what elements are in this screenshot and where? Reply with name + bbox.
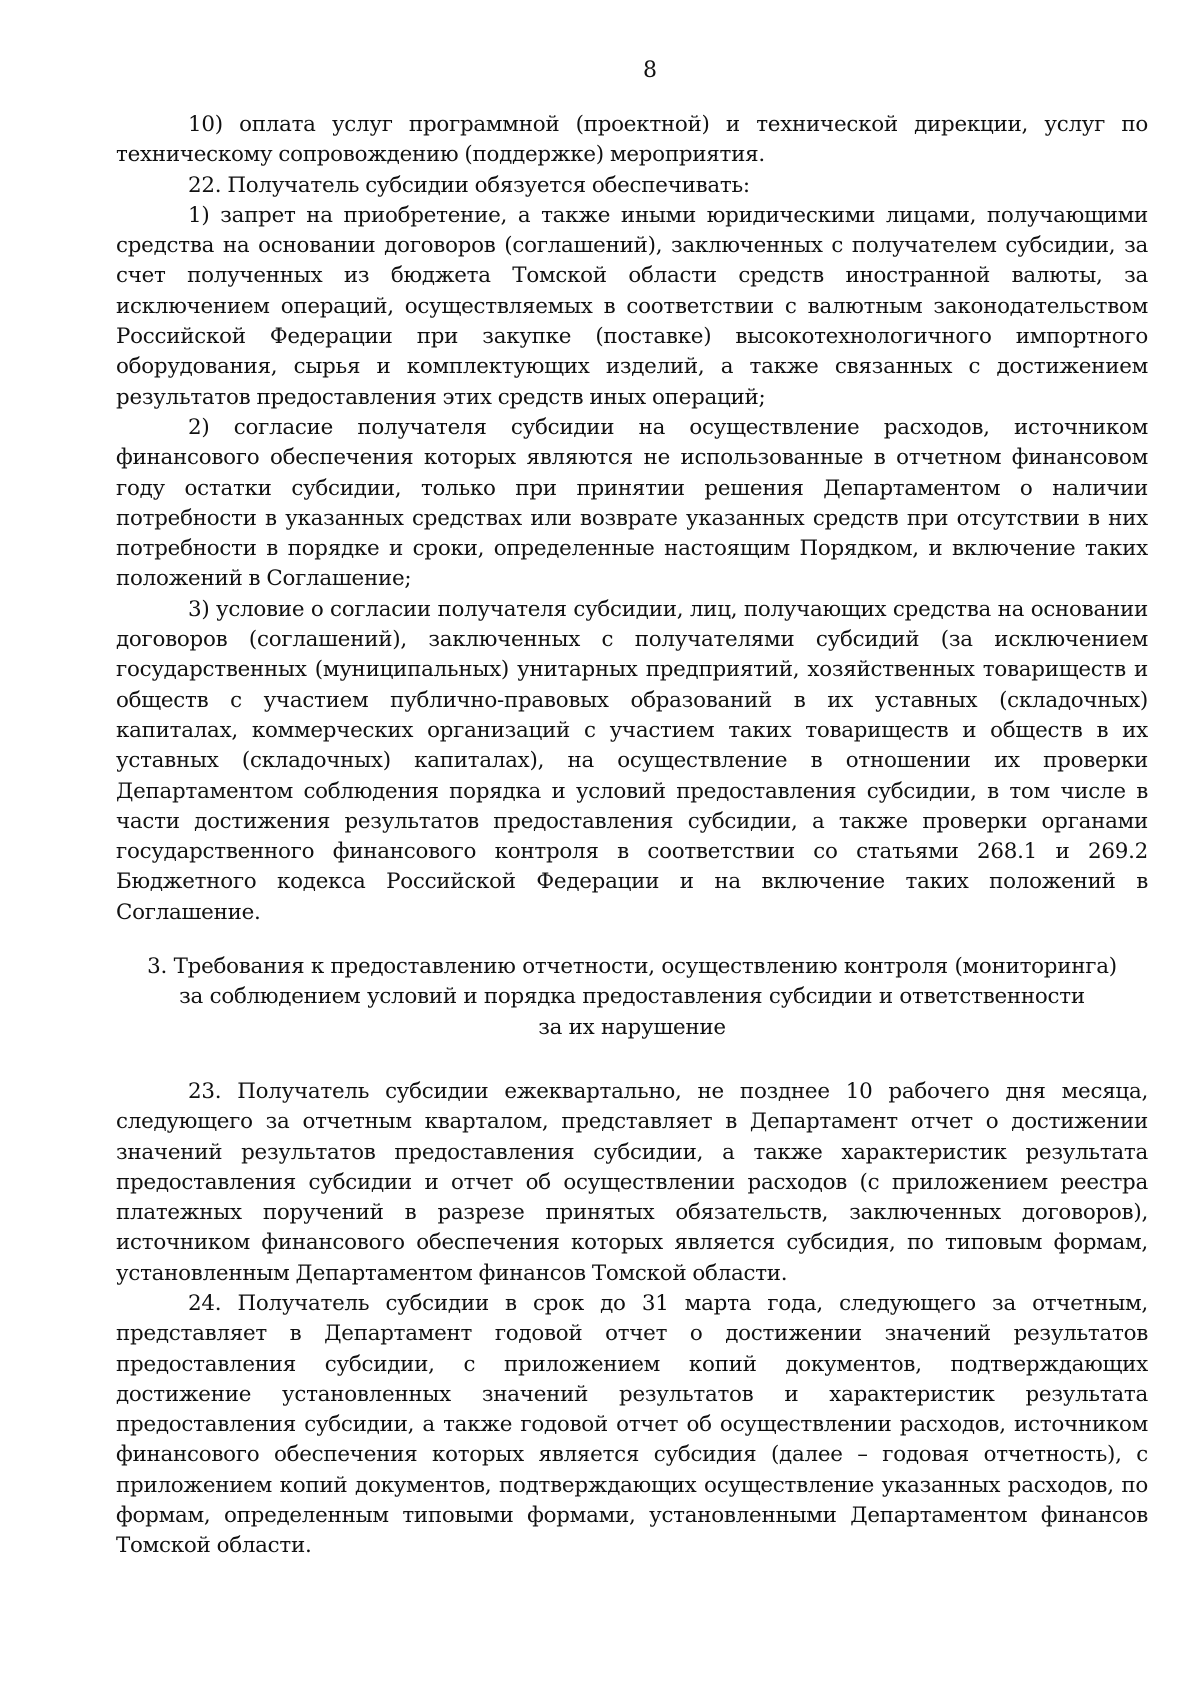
paragraph-clause-23: 23. Получатель субсидии ежеквартально, не позднее 10 рабочего дня месяца, следующего за отчетным кварталом, представляет в Департамент отчет о достижении значений результатов предоставления субсидии, а также характеристик результата предоставления субсидии и отчет об осуществлении расходов (с приложением реестра платежных поручений в разрезе принятых обязательств, заключенных договоров), источником финансового обеспечения которых является субсидия, по типовым формам, установленным Департаментом финансов Томской области.	[116, 1078, 1148, 1286]
document-page	[116, 56, 1148, 1562]
section-heading-line-3: за их нарушение	[538, 1014, 726, 1040]
paragraph-clause-22-item-2: 2) согласие получателя субсидии на осуществление расходов, источником финансового обеспечения которых являются не использованные в отчетном финансовом году остатки субсидии, только при принятии решения Департаментом о наличии потребности в указанных средствах или возврате указанных средств при отсутствии в них потребности в порядке и сроки, определенные настоящим Порядком, и включение таких положений в Соглашение;	[116, 414, 1148, 592]
section-heading-line-2: за соблюдением условий и порядка предоставления субсидии и ответственности	[179, 984, 1085, 1010]
paragraph-clause-22: 22. Получатель субсидии обязуется обеспечивать:	[188, 172, 750, 198]
section-heading-line-1: 3. Требования к предоставлению отчетности, осуществлению контроля (мониторинга)	[147, 954, 1117, 980]
paragraph-clause-24: 24. Получатель субсидии в срок до 31 марта года, следующего за отчетным, представляет в Департамент годовой отчет о достижении значений результатов предоставления субсидии, с приложением копий документов, подтверждающих достижение установленных значений результатов и характеристик результата предоставления субсидии, а также годовой отчет об осуществлении расходов, источником финансового обеспечения которых является субсидия (далее – годовая отчетность), с приложением копий документов, подтверждающих осуществление указанных расходов, по формам, определенным типовыми формами, установленными Департаментом финансов Томской области.	[116, 1290, 1148, 1559]
paragraph-item-10: 10) оплата услуг программной (проектной) и технической дирекции, услуг по техническому сопровождению (поддержке) мероприятия.	[116, 112, 1148, 168]
paragraph-clause-22-item-3: 3) условие о согласии получателя субсидии, лиц, получающих средства на основании договоров (соглашений), заключенных с получателями субсидий (за исключением государственных (муниципальных) унитарных предприятий, хозяйственных товариществ и обществ с участием публично-правовых образований в их уставных (складочных) капиталах, коммерческих организаций с участием таких товариществ и обществ в их уставных (складочных) капиталах), на осуществление в отношении их проверки Департаментом соблюдения порядка и условий предоставления субсидии, в том числе в части достижения результатов предоставления субсидии, а также проверки органами государственного финансового контроля в соответствии со статьями 268.1 и 269.2 Бюджетного кодекса Российской Федерации и на включение таких положений в Соглашение.	[116, 596, 1148, 925]
paragraph-clause-22-item-1: 1) запрет на приобретение, а также иными юридическими лицами, получающими средства на основании договоров (соглашений), заключенных с получателем субсидии, за счет полученных из бюджета Томской области средств иностранной валюты, за исключением операций, осуществляемых в соответствии с валютным законодательством Российской Федерации при закупке (поставке) высокотехнологичного импортного оборудования, сырья и комплектующих изделий, а также связанных с достижением результатов предоставления этих средств иных операций;	[116, 202, 1148, 410]
page-number: 8	[643, 58, 657, 83]
section-heading	[116, 952, 1148, 1043]
